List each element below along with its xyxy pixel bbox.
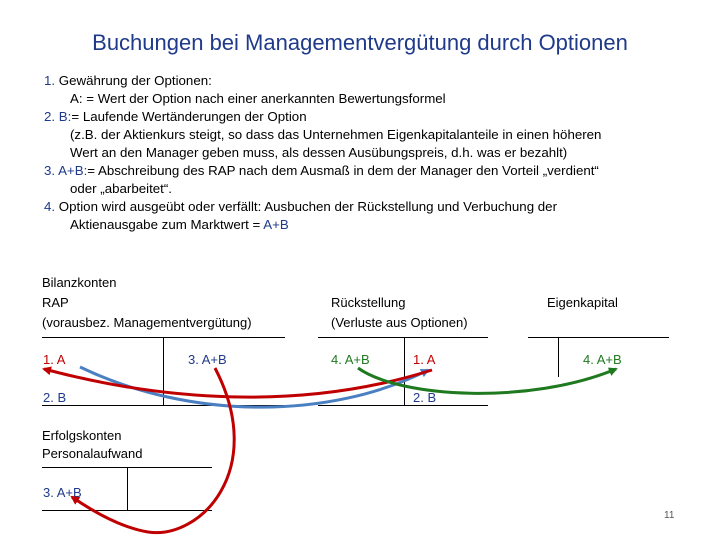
rueck-subtitle: (Verluste aus Optionen)	[331, 315, 468, 330]
erfolg-heading: Erfolgskonten	[42, 428, 122, 443]
rueck-title: Rückstellung	[331, 295, 406, 310]
step-2-detail-1: (z.B. der Aktienkurs steigt, so dass das Unternehmen Eigenkapitalanteile in einen höheren	[70, 127, 602, 142]
pa-title: Personalaufwand	[42, 446, 143, 461]
ek-title: Eigenkapital	[547, 295, 618, 310]
rap-debit-1: 1. A	[43, 352, 66, 367]
step-2-number: 2.	[44, 109, 56, 124]
rap-debit-2: 2. B	[43, 390, 67, 405]
step-1-number: 1.	[44, 73, 56, 88]
step-3-key: A+B:	[58, 163, 88, 178]
step-4-text: Option wird ausgeübt oder verfällt: Ausbuchen der Rückstellung und Verbuchung der	[58, 199, 558, 214]
step-4-key: A+B	[263, 217, 289, 232]
rueck-debit-1: 4. A+B	[331, 352, 370, 367]
rap-subtitle: (vorausbez. Managementvergütung)	[42, 315, 252, 330]
ek-credit-1: 4. A+B	[583, 352, 622, 367]
rap-credit-1: 3. A+B	[188, 352, 227, 367]
pa-debit-1: 3. A+B	[43, 485, 82, 500]
step-2-text: = Laufende Wertänderungen der Option	[71, 109, 307, 124]
step-4-number: 4.	[44, 199, 56, 214]
step-2-detail-2: Wert an den Manager geben muss, als dessen Ausübungspreis, d.h. was er bezahlt)	[70, 145, 568, 160]
page-number: 11	[664, 510, 675, 521]
rueck-credit-1: 1. A	[413, 352, 436, 367]
rap-title: RAP	[42, 295, 69, 310]
slide-title: Buchungen bei Managementvergütung durch Optionen	[92, 30, 628, 55]
rueck-credit-2: 2. B	[413, 390, 437, 405]
bilanz-heading: Bilanzkonten	[42, 275, 117, 290]
step-2-key: B:	[58, 109, 72, 124]
step-3-text: = Abschreibung des RAP nach dem Ausmaß in dem der Manager den Vorteil „verdient“	[87, 163, 599, 178]
step-4-cont-text: Aktienausgabe zum Marktwert =	[70, 217, 261, 232]
step-3-cont: oder „abarbeitet“.	[70, 181, 172, 196]
step-1-text: Gewährung der Optionen:	[58, 73, 212, 88]
step-1-detail-text: = Wert der Option nach einer anerkannten Bewertungsformel	[86, 91, 446, 106]
step-1-key: A:	[70, 91, 83, 106]
step-3-number: 3.	[44, 163, 56, 178]
